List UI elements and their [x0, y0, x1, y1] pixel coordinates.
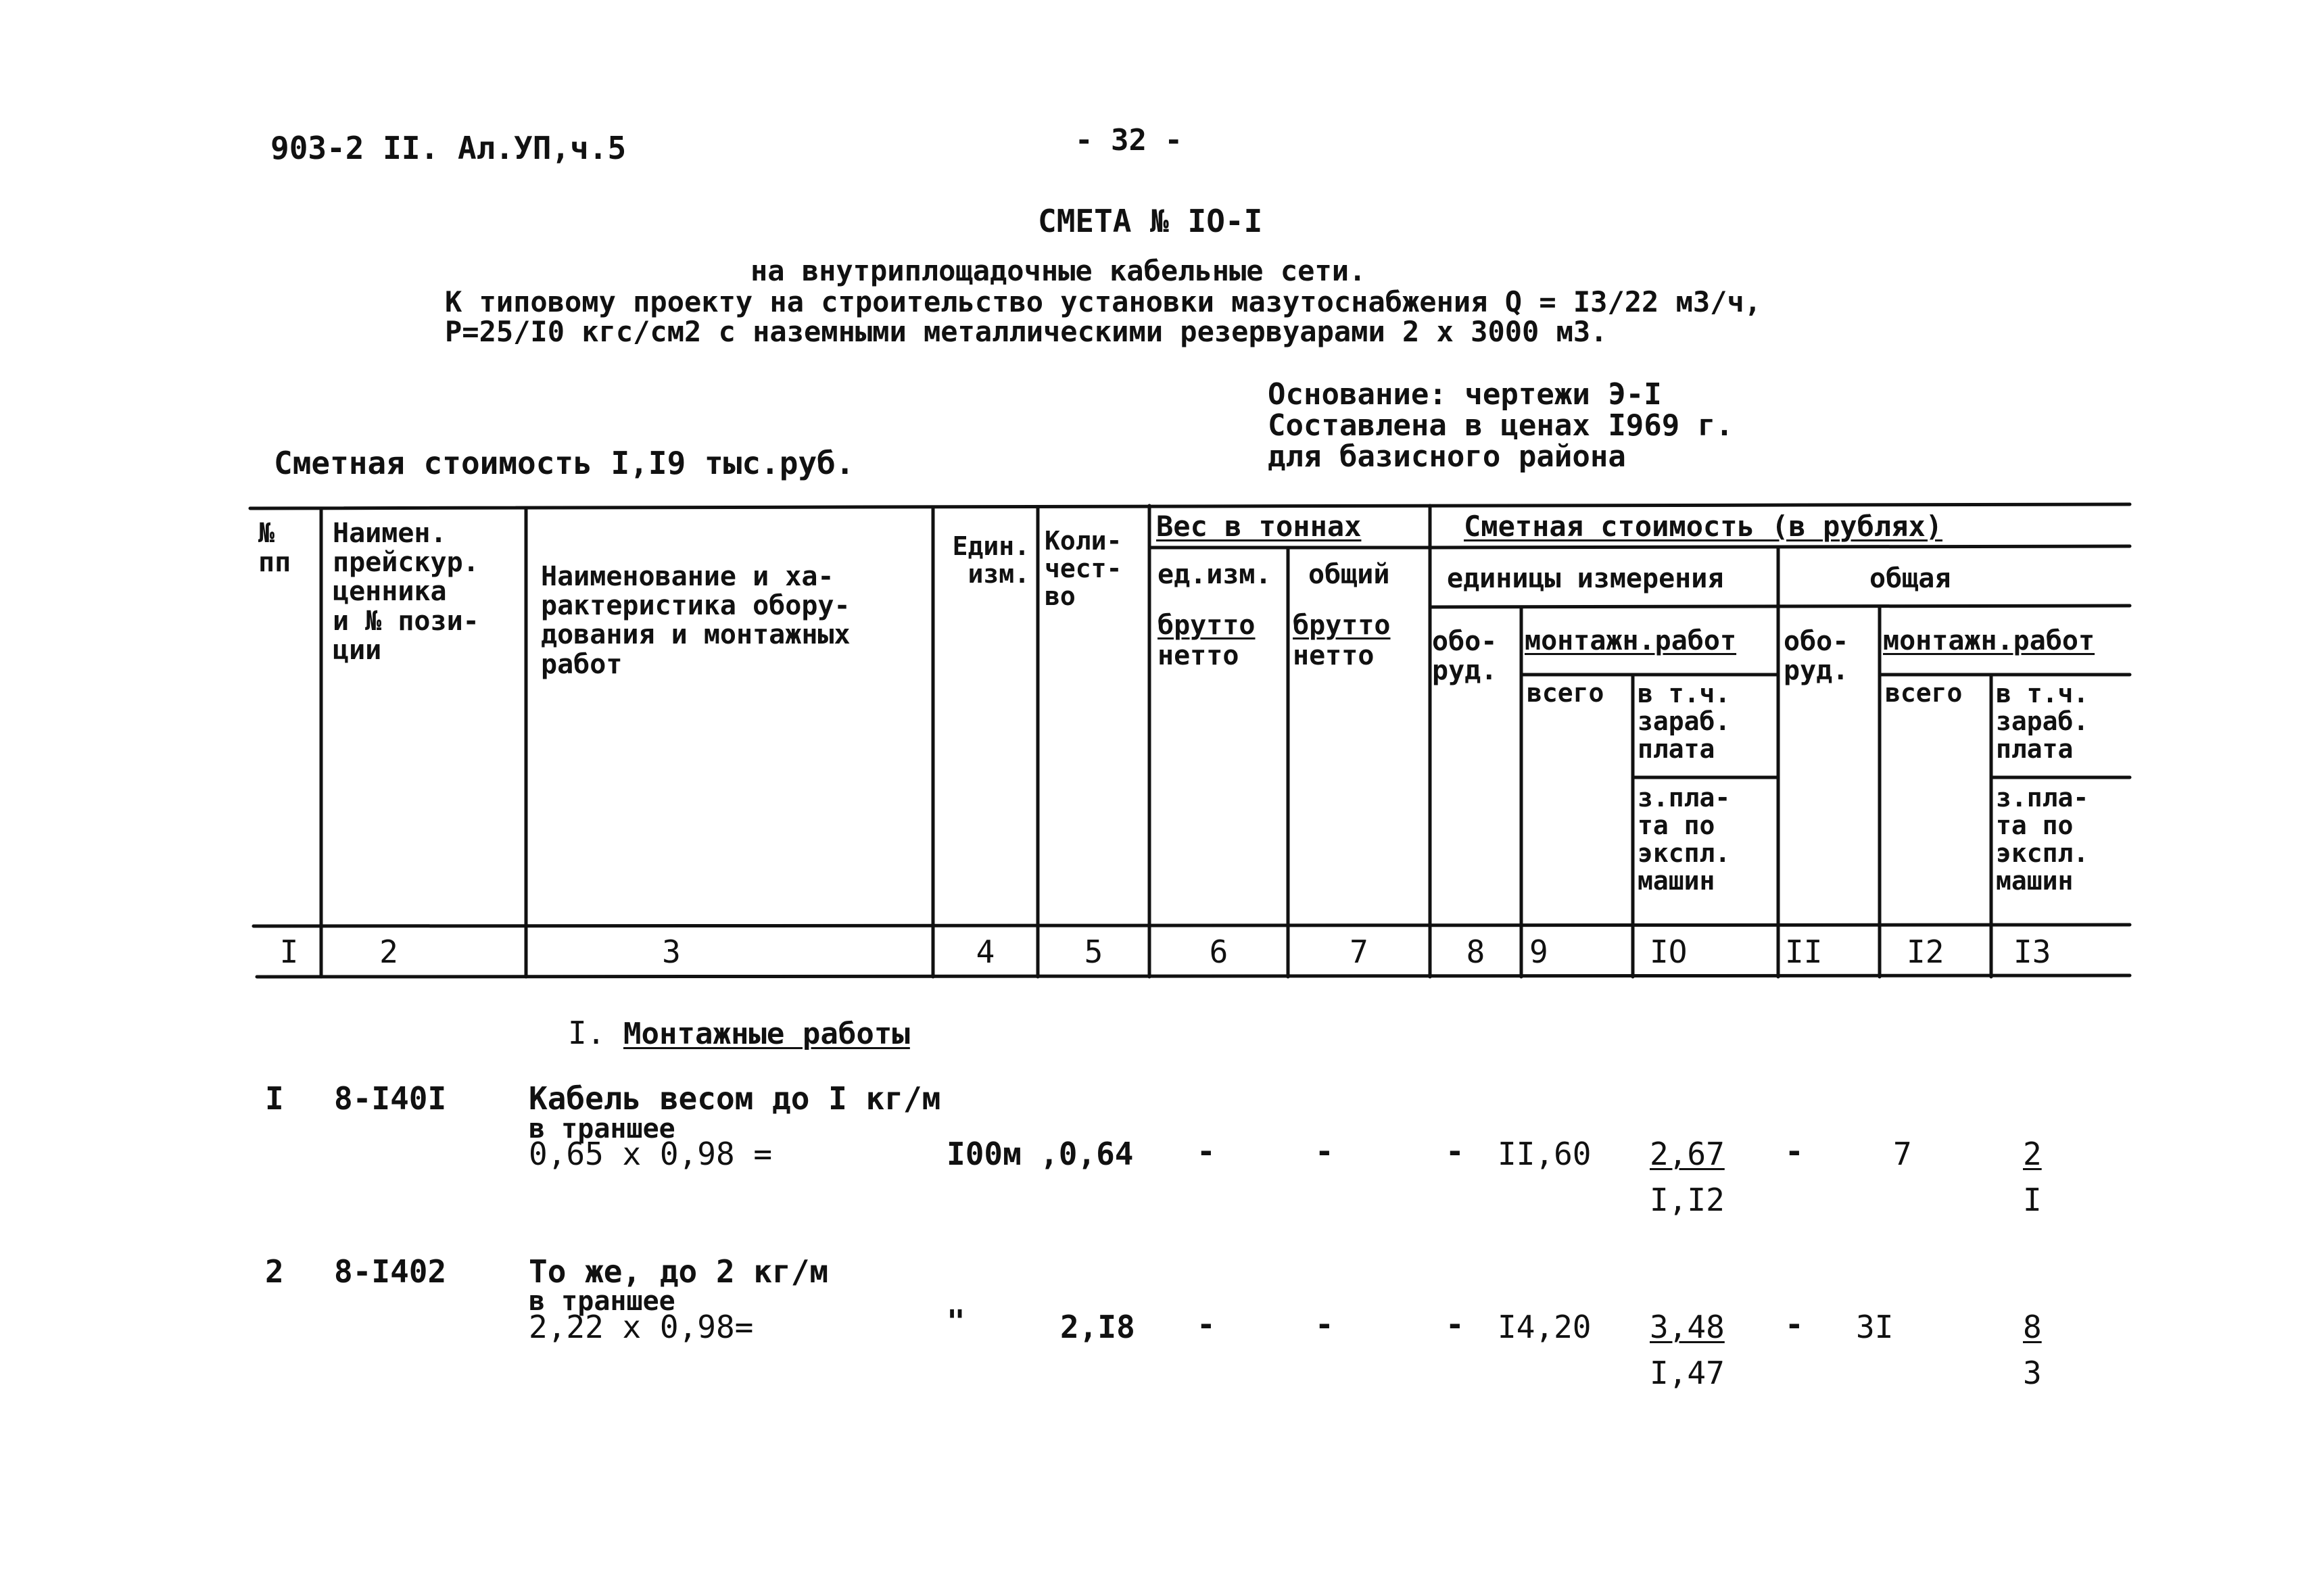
header-description: Наименование и ха- рактеристика обору- дования и монтажных работ — [541, 561, 851, 680]
header-weight-group: Вес в тоннах — [1156, 510, 1362, 543]
row-weight-total: - — [1315, 1306, 1334, 1343]
row-unit-machine-wage: I,I2 — [1650, 1182, 1725, 1218]
header-weight-total-netto: нетто — [1293, 640, 1375, 671]
col-number: I — [279, 934, 299, 970]
col-number: II — [1785, 934, 1823, 970]
col-number: 9 — [1529, 934, 1548, 970]
header-cost-unit-group: единицы измерения — [1447, 563, 1724, 594]
row-weight-total: - — [1315, 1133, 1334, 1169]
row-description-sub: в траншее — [529, 1286, 675, 1317]
row-number: 2 — [265, 1253, 284, 1290]
basis-line-3: для базисного района — [1268, 439, 1626, 474]
header-weight-total-brutto: брутто — [1293, 610, 1391, 641]
row-description-calc: 0,65 х 0,98 = — [529, 1136, 773, 1172]
header-unit-machine-wage: з.пла- та по экспл. машин — [1638, 783, 1731, 896]
col-number: 6 — [1209, 934, 1228, 970]
col-number: 4 — [976, 934, 995, 970]
header-unit-wage: в т.ч. зараб. плата — [1638, 679, 1731, 765]
row-unit-wage: 3,48 — [1650, 1309, 1725, 1345]
header-weight-unit-netto: нетто — [1158, 640, 1239, 671]
header-price-code: Наимен. прейскур. ценника и № пози- ции — [333, 518, 479, 666]
header-unit-mounting: монтажн.работ — [1525, 625, 1737, 656]
col-number: 5 — [1084, 934, 1103, 970]
row-description-calc: 2,22 х 0,98= — [529, 1309, 754, 1345]
row-unit-equipment: - — [1446, 1306, 1464, 1343]
header-total-equipment: обо- руд. — [1784, 626, 1849, 687]
col-number: I2 — [1907, 934, 1944, 970]
header-total-machine-wage: з.пла- та по экспл. машин — [1996, 783, 2089, 896]
row-total-wage: 2 — [2023, 1136, 2042, 1172]
row-total-machine-wage: 3 — [2023, 1355, 2042, 1391]
row-description: То же, до 2 кг/м — [529, 1253, 829, 1290]
header-unit-equipment: обо- руд. — [1432, 626, 1498, 687]
header-unit: Един. изм. — [952, 531, 1030, 589]
basis-line-2: Составлена в ценах I969 г. — [1268, 408, 1734, 443]
header-weight-total: общий — [1308, 559, 1390, 590]
header-total-mounting: монтажн.работ — [1883, 625, 2095, 656]
row-quantity: ,0,64 — [1040, 1136, 1134, 1172]
row-unit: " — [947, 1303, 965, 1340]
row-total-mount-all: 7 — [1893, 1136, 1912, 1172]
col-number: 3 — [662, 934, 681, 970]
header-quantity: Коли- чест- во — [1045, 526, 1122, 612]
header-row-number: № пп — [258, 518, 291, 579]
section-prefix: I. — [568, 1015, 606, 1051]
col-number: 8 — [1466, 934, 1485, 970]
document-code: 903-2 II. Ал.УП,ч.5 — [270, 130, 627, 166]
subtitle-line-2: К типовому проекту на строительство установки мазутоснабжения Q = I3/22 м3/ч, — [445, 285, 1762, 318]
basis-line-1: Основание: чертежи Э-I — [1268, 377, 1662, 412]
row-total-wage: 8 — [2023, 1309, 2042, 1345]
col-number: I3 — [2013, 934, 2051, 970]
row-total-machine-wage: I — [2023, 1182, 2042, 1218]
row-unit-mount-all: I4,20 — [1498, 1309, 1592, 1345]
header-total-mount-all: всего — [1885, 678, 1963, 708]
row-total-equipment: - — [1785, 1133, 1804, 1169]
estimated-cost: Сметная стоимость I,I9 тыс.руб. — [274, 445, 855, 481]
subtitle-line-1: на внутриплощадочные кабельные сети. — [750, 254, 1366, 287]
col-number: 7 — [1350, 934, 1368, 970]
row-price-code: 8-I402 — [334, 1253, 447, 1290]
row-unit-equipment: - — [1446, 1133, 1464, 1169]
col-number: IO — [1650, 934, 1688, 970]
section-title: Монтажные работы — [623, 1017, 910, 1051]
row-weight-unit: - — [1197, 1133, 1216, 1169]
row-description-sub: в траншее — [529, 1113, 675, 1144]
header-weight-unit-brutto: брутто — [1158, 610, 1256, 641]
row-unit: I00м — [947, 1136, 1022, 1172]
row-price-code: 8-I40I — [334, 1080, 447, 1117]
row-number: I — [265, 1080, 284, 1117]
header-weight-unit: ед.изм. — [1158, 559, 1272, 590]
row-description: Кабель весом до I кг/м — [529, 1080, 941, 1117]
subtitle-line-3: P=25/I0 кгс/см2 с наземными металлическими резервуарами 2 х 3000 м3. — [445, 315, 1608, 348]
row-total-mount-all: 3I — [1856, 1309, 1894, 1345]
header-unit-mount-all: всего — [1527, 678, 1604, 708]
header-cost-group: Сметная стоимость (в рублях) — [1464, 510, 1943, 543]
col-number: 2 — [379, 934, 398, 970]
row-quantity: 2,I8 — [1060, 1309, 1135, 1345]
page-number: - 32 - — [1075, 123, 1183, 158]
row-unit-mount-all: II,60 — [1498, 1136, 1592, 1172]
row-total-equipment: - — [1785, 1306, 1804, 1343]
row-unit-machine-wage: I,47 — [1650, 1355, 1725, 1391]
document-title: СМЕТА № IO-I — [1038, 203, 1263, 239]
header-total-wage: в т.ч. зараб. плата — [1996, 679, 2089, 765]
row-unit-wage: 2,67 — [1650, 1136, 1725, 1172]
row-weight-unit: - — [1197, 1306, 1216, 1343]
header-cost-total-group: общая — [1869, 563, 1951, 594]
